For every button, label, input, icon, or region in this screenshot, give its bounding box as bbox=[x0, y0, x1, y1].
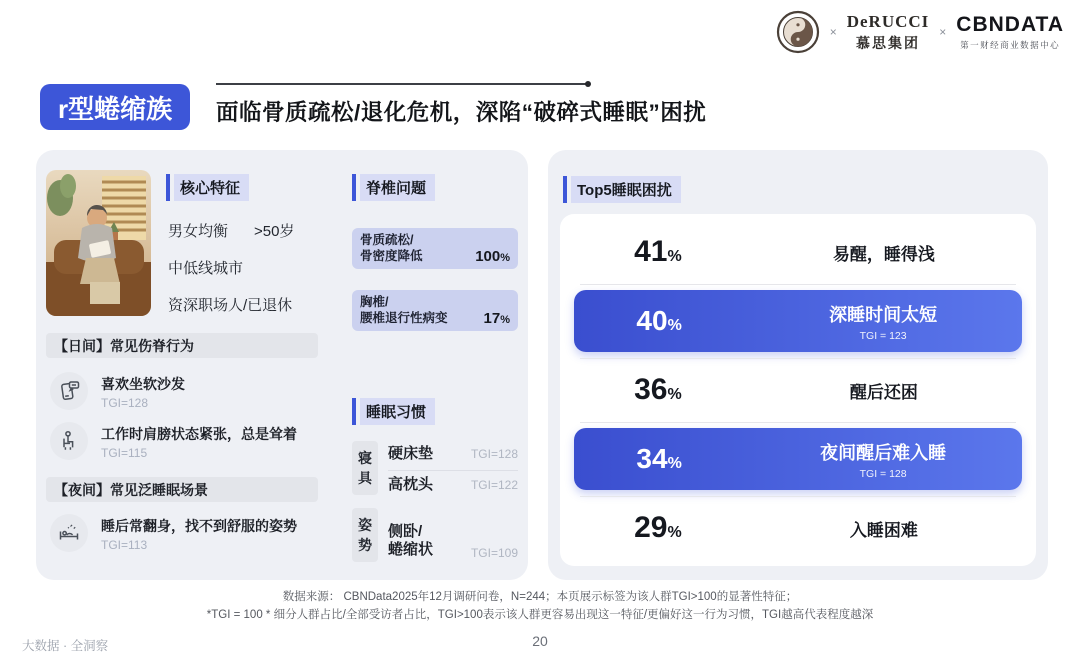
behavior-tgi: TGI=113 bbox=[101, 538, 148, 552]
night-behavior-item bbox=[50, 514, 297, 552]
top5-divider bbox=[580, 422, 1016, 423]
top5-percent: 29% bbox=[634, 511, 682, 544]
persona-photo bbox=[46, 170, 151, 316]
trait-gender: 男女均衡 bbox=[168, 223, 229, 240]
cbndata-wordmark: CBNDATA bbox=[956, 13, 1064, 36]
top5-tgi: TGI = 128 bbox=[859, 467, 907, 480]
profile-card bbox=[36, 150, 528, 580]
top5-divider bbox=[580, 496, 1016, 497]
day-behavior-item bbox=[50, 422, 297, 460]
spine-stat-value: 17% bbox=[483, 310, 510, 327]
spine-stat-bar bbox=[352, 290, 518, 331]
top5-percent: 34% bbox=[636, 443, 682, 474]
habit-row bbox=[388, 443, 518, 465]
top5-row bbox=[572, 500, 1024, 556]
behavior-label: 睡后常翻身，找不到舒服的姿势 bbox=[101, 518, 297, 534]
trait-list bbox=[168, 220, 294, 331]
header-accent-bar bbox=[563, 176, 567, 203]
derucci-cn-name: 慕思集团 bbox=[855, 34, 920, 51]
title-connector-line bbox=[216, 83, 588, 85]
top5-row bbox=[572, 362, 1024, 418]
top5-percent: 40% bbox=[636, 305, 682, 336]
page-number: 20 bbox=[532, 633, 548, 649]
habit-group-tag-posture: 姿势 bbox=[352, 508, 378, 562]
data-source-footnote bbox=[0, 589, 1080, 625]
night-section-header: 【夜间】常见泛睡眠场景 bbox=[46, 477, 318, 502]
header-accent-bar bbox=[352, 398, 356, 425]
spine-stat-label-line1: 骨质疏松/ bbox=[360, 233, 414, 247]
logo-separator: × bbox=[829, 25, 837, 39]
spine-stat-value: 100% bbox=[475, 248, 510, 265]
top5-divider bbox=[580, 358, 1016, 359]
top5-label: 夜间醒后难入睡 TGI = 128 bbox=[744, 439, 1022, 480]
top5-percent: 36% bbox=[634, 373, 682, 406]
cbndata-subtitle: 第一财经商业数据中心 bbox=[960, 40, 1061, 50]
trait-career: 资深职场人/已退休 bbox=[168, 297, 293, 314]
habit-tgi: TGI=122 bbox=[470, 478, 518, 492]
derucci-logo bbox=[847, 12, 930, 53]
derucci-wordmark: DeRUCCI bbox=[846, 11, 930, 31]
top5-percent: 41% bbox=[634, 235, 682, 268]
sitting-posture-icon bbox=[50, 422, 88, 460]
top5-label: 醒后还困 bbox=[849, 382, 918, 402]
page-headline: 面临骨质疏松/退化危机，深陷“破碎式睡眠”困扰 bbox=[216, 100, 707, 125]
habit-label: 高枕头 bbox=[388, 475, 434, 493]
top5-label: 易醒，睡得浅 bbox=[832, 244, 935, 264]
group-title-badge: r型蜷缩族 bbox=[40, 84, 190, 130]
top5-card bbox=[548, 150, 1048, 580]
habit-tgi: TGI=128 bbox=[470, 447, 518, 461]
habit-tgi: TGI=109 bbox=[470, 546, 518, 560]
footnote-line1: 数据来源： CBNData2025年12月调研问卷，N=244；本页展示标签为该人群TGI>100的显著性特征； bbox=[282, 591, 798, 603]
habits-section-header bbox=[352, 398, 435, 425]
spine-stat-label-line2: 骨密度降低 bbox=[360, 249, 423, 264]
logo-strip bbox=[776, 10, 1064, 54]
habit-divider bbox=[388, 470, 518, 471]
top5-divider bbox=[580, 284, 1016, 285]
top5-row-highlighted bbox=[574, 290, 1022, 352]
daytime-section-header: 【日间】常见伤脊行为 bbox=[46, 333, 318, 358]
habit-label: 侧卧/ 蜷缩状 bbox=[388, 522, 434, 559]
top5-row bbox=[572, 224, 1024, 280]
behavior-label: 喜欢坐软沙发 bbox=[101, 376, 185, 392]
top5-tgi: TGI = 123 bbox=[859, 329, 907, 342]
behavior-tgi: TGI=128 bbox=[101, 396, 149, 410]
trait-row bbox=[168, 220, 294, 241]
behavior-tgi: TGI=115 bbox=[101, 446, 148, 460]
behavior-label: 工作时肩膀状态紧张，总是耸着 bbox=[101, 426, 297, 442]
footnote-line2: *TGI = 100 * 细分人群占比/全部受访者占比，TGI>100表示该人群更容易出现这一特征/更偏好这一行为习惯，TGI越高代表程度越深 bbox=[206, 608, 874, 621]
core-traits-header-label: 核心特征 bbox=[174, 174, 249, 201]
spine-header-label: 脊椎问题 bbox=[360, 174, 435, 201]
trait-city: 中低线城市 bbox=[168, 260, 244, 277]
top5-section-header bbox=[563, 176, 681, 203]
habits-header-label: 睡眠习惯 bbox=[360, 398, 435, 425]
spine-stat-label-line2: 腰椎退行性病变 bbox=[360, 311, 448, 326]
tossing-in-bed-icon bbox=[50, 514, 88, 552]
header-accent-bar bbox=[166, 174, 170, 201]
header-accent-bar bbox=[352, 174, 356, 201]
spine-stat-label-line1: 胸椎/ bbox=[360, 295, 389, 309]
habit-label: 硬床垫 bbox=[388, 444, 434, 462]
core-traits-header bbox=[166, 174, 249, 201]
top5-row-highlighted bbox=[574, 428, 1022, 490]
cbndata-logo bbox=[956, 13, 1064, 51]
day-behavior-item bbox=[50, 372, 185, 410]
logo-separator: × bbox=[939, 25, 947, 39]
report-series-label: 大数据 · 全洞察 bbox=[22, 639, 109, 653]
habit-row bbox=[388, 510, 518, 560]
top5-label: 深睡时间太短 TGI = 123 bbox=[744, 301, 1022, 342]
top5-header-label: Top5睡眠困扰 bbox=[571, 176, 681, 203]
phone-chat-icon bbox=[50, 372, 88, 410]
spine-stat-bar bbox=[352, 228, 518, 269]
sleep-society-seal-logo bbox=[776, 10, 820, 54]
habit-group-tag-bedding: 寝具 bbox=[352, 441, 378, 495]
top5-label: 入睡困难 bbox=[849, 520, 918, 540]
habit-row bbox=[388, 474, 518, 496]
top5-list bbox=[560, 214, 1036, 566]
spine-section-header bbox=[352, 174, 435, 201]
trait-age: >50岁 bbox=[254, 223, 295, 240]
